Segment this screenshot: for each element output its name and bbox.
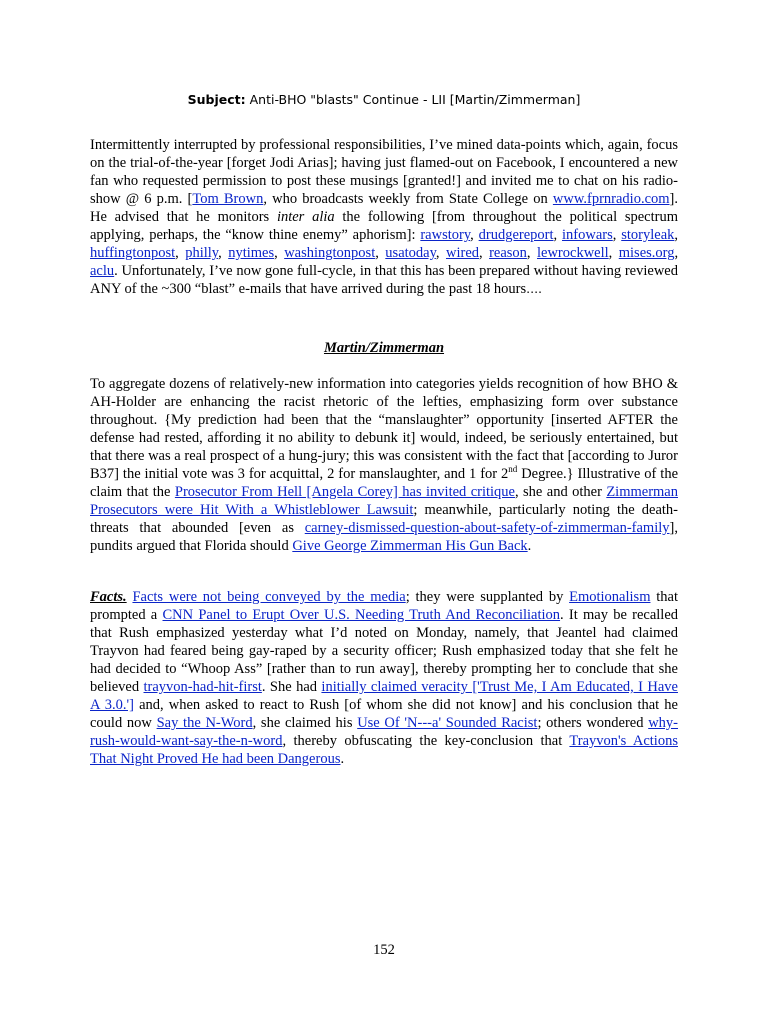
link-trayvon-dangerous[interactable]: Trayvon's Actions That Night Proved He had been Dangerous bbox=[90, 733, 678, 767]
link-site[interactable]: lewrockwell bbox=[537, 245, 609, 261]
link-site[interactable]: mises.org bbox=[618, 245, 675, 261]
link-sounded-racist[interactable]: Use Of 'N---a' Sounded Racist bbox=[357, 715, 538, 731]
text-run: ]. He advised that he monitors bbox=[90, 191, 678, 225]
text-run: ; they were supplanted by bbox=[405, 589, 570, 605]
link-veracity[interactable]: initially claimed veracity ['Trust Me, I Am Educated, I Have A 3.0.'] bbox=[90, 679, 678, 713]
link-site[interactable]: huffingtonpost bbox=[90, 245, 176, 261]
superscript: nd bbox=[508, 464, 518, 475]
link-site[interactable]: infowars bbox=[562, 227, 613, 243]
link-site[interactable]: philly bbox=[185, 245, 219, 261]
text-run: the following [from throughout the political spectrum applying, perhaps, the “know thine enemy” aphorism]: bbox=[90, 209, 679, 243]
paragraph-facts bbox=[90, 588, 678, 768]
section-heading: Martin/Zimmerman bbox=[323, 340, 445, 356]
link-whistleblower-lawsuit[interactable]: Zimmerman Prosecutors were Hit With a Whistleblower Lawsuit bbox=[90, 484, 678, 518]
page-number: 152 bbox=[373, 942, 395, 958]
text-run: ; others wondered bbox=[537, 715, 649, 731]
link-fprnradio[interactable]: www.fprnradio.com bbox=[552, 191, 670, 207]
link-site[interactable]: nytimes bbox=[228, 245, 275, 261]
link-cnn-panel[interactable]: CNN Panel to Erupt Over U.S. Needing Truth And Reconciliation bbox=[162, 607, 561, 623]
text-run: Degree.} Illustrative of the claim that the bbox=[90, 466, 679, 500]
subject-label: Subject: bbox=[187, 92, 246, 107]
link-gun-back[interactable]: Give George Zimmerman His Gun Back bbox=[292, 538, 528, 554]
link-site[interactable]: wired bbox=[445, 245, 479, 261]
link-facts-media[interactable]: Facts were not being conveyed by the media bbox=[132, 589, 406, 605]
text-run: . She had bbox=[261, 679, 322, 695]
link-prosecutor-from-hell[interactable]: Prosecutor From Hell [Angela Corey] has invited critique bbox=[174, 484, 515, 500]
text-run: . bbox=[340, 751, 345, 767]
subject-text: Anti-BHO "blasts" Continue - LII [Martin/Zimmerman] bbox=[249, 92, 581, 107]
link-site[interactable]: rawstory bbox=[420, 227, 471, 243]
text-run: , who broadcasts weekly from State College on bbox=[263, 191, 553, 207]
link-site[interactable]: usatoday bbox=[385, 245, 436, 261]
text-run: To aggregate dozens of relatively-new information into categories yields recognition of how BHO & AH-Holder are enhancing the racist rhetoric of the lefties, emphasizing form over substance throughout. {My prediction had been that the “manslaughter” opportunity [inserted AFTER the defense had rested, affording it no ability to debunk it] would, indeed, be seriously entertained, but that there was a real prospect of a hung-jury; this was consistent with the fact that [according to Juror B37] the initial vote was 3 for acquittal, 2 for manslaughter, and 1 for 2 bbox=[90, 376, 678, 482]
paragraph-intro: Intermittently interrupted by professional responsibilities, I’ve mined data-points which, again, focus on the trial-of-the-year [forget Jodi Arias]; having just flamed-out on Facebook, I encountered a new fan who requested permission to post these musings [granted!] and invited me to chat on his radio-show @ 6 p.m. [Tom Brown, who broadcasts weekly from State College on www.fprnradio.com]. He advised that he monitors inter alia the following [from throughout the political spectrum applying, perhaps, the “know thine enemy” aphorism]: rawstory, drudgereport, infowars, storyleak, huffingtonpost, philly, nytimes, washingtonpost, usatoday, wired, reason, lewrockwell, mises.org, aclu. Unfortunately, I’ve now gone full-cycle, in that this has been prepared without having reviewed ANY of the ~300 “blast” e-mails that have arrived during the past 18 hours…. bbox=[90, 137, 679, 297]
subject-line bbox=[0, 92, 768, 107]
link-tom-brown[interactable]: Tom Brown bbox=[192, 191, 264, 207]
link-site[interactable]: aclu bbox=[90, 263, 115, 279]
ellipsis: …. bbox=[526, 282, 542, 296]
link-site[interactable]: drudgereport bbox=[478, 227, 554, 243]
text-run: , thereby obfuscating the key-conclusion that bbox=[282, 733, 570, 749]
text-run: and, when asked to react to Rush [of whom she did not know] and his conclusion that he could now bbox=[90, 697, 678, 731]
link-emotionalism[interactable]: Emotionalism bbox=[569, 589, 651, 605]
link-say-n-word[interactable]: Say the N-Word bbox=[156, 715, 253, 731]
inter-alia-italic: inter alia bbox=[276, 209, 335, 225]
text-run: . Unfortunately, I’ve now gone full-cycle, in that this has been prepared without having reviewed ANY of the ~300 “blast” e-mails that have arrived during the past 18 hours bbox=[90, 263, 678, 297]
link-site[interactable]: storyleak bbox=[621, 227, 675, 243]
text-run: ], pundits argued that Florida should bbox=[90, 520, 678, 554]
link-carney-dismissed[interactable]: carney-dismissed-question-about-safety-of-zimmerman-family bbox=[304, 520, 670, 536]
text-run: . It may be recalled that Rush emphasized yesterday what I’d noted on Monday, namely, that Jeantel had claimed Trayvon had feared being gay-raped by a security officer; Rush emphasized today that she felt he had decided to “Whoop Ass” [rather than to run away], thereby prompting her to conclude that she believed bbox=[90, 607, 679, 695]
text-run: ; meanwhile, particularly noting the death-threats that abounded [even as bbox=[90, 502, 678, 536]
link-site[interactable]: washingtonpost bbox=[284, 245, 376, 261]
text-run: , she and other bbox=[515, 484, 607, 500]
paragraph-aggregate bbox=[90, 375, 678, 555]
link-trayvon-hit-first[interactable]: trayvon-had-hit-first bbox=[143, 679, 262, 695]
link-why-rush[interactable]: why-rush-would-want-say-the-n-word bbox=[90, 715, 678, 749]
text-run: , she claimed his bbox=[252, 715, 358, 731]
text-run: Intermittently interrupted by professional responsibilities, I’ve mined data-points which, again, focus on the trial-of-the-year [forget Jodi Arias]; having just flamed-out on Facebook, I encountered a new fan who requested permission to post these musings [granted!] and invited me to chat on his radio-show @ 6 p.m. [ bbox=[90, 137, 678, 207]
link-site[interactable]: reason bbox=[489, 245, 527, 261]
text-run: that prompted a bbox=[90, 589, 678, 623]
facts-label: Facts. bbox=[90, 589, 127, 605]
text-run: . bbox=[527, 538, 532, 554]
